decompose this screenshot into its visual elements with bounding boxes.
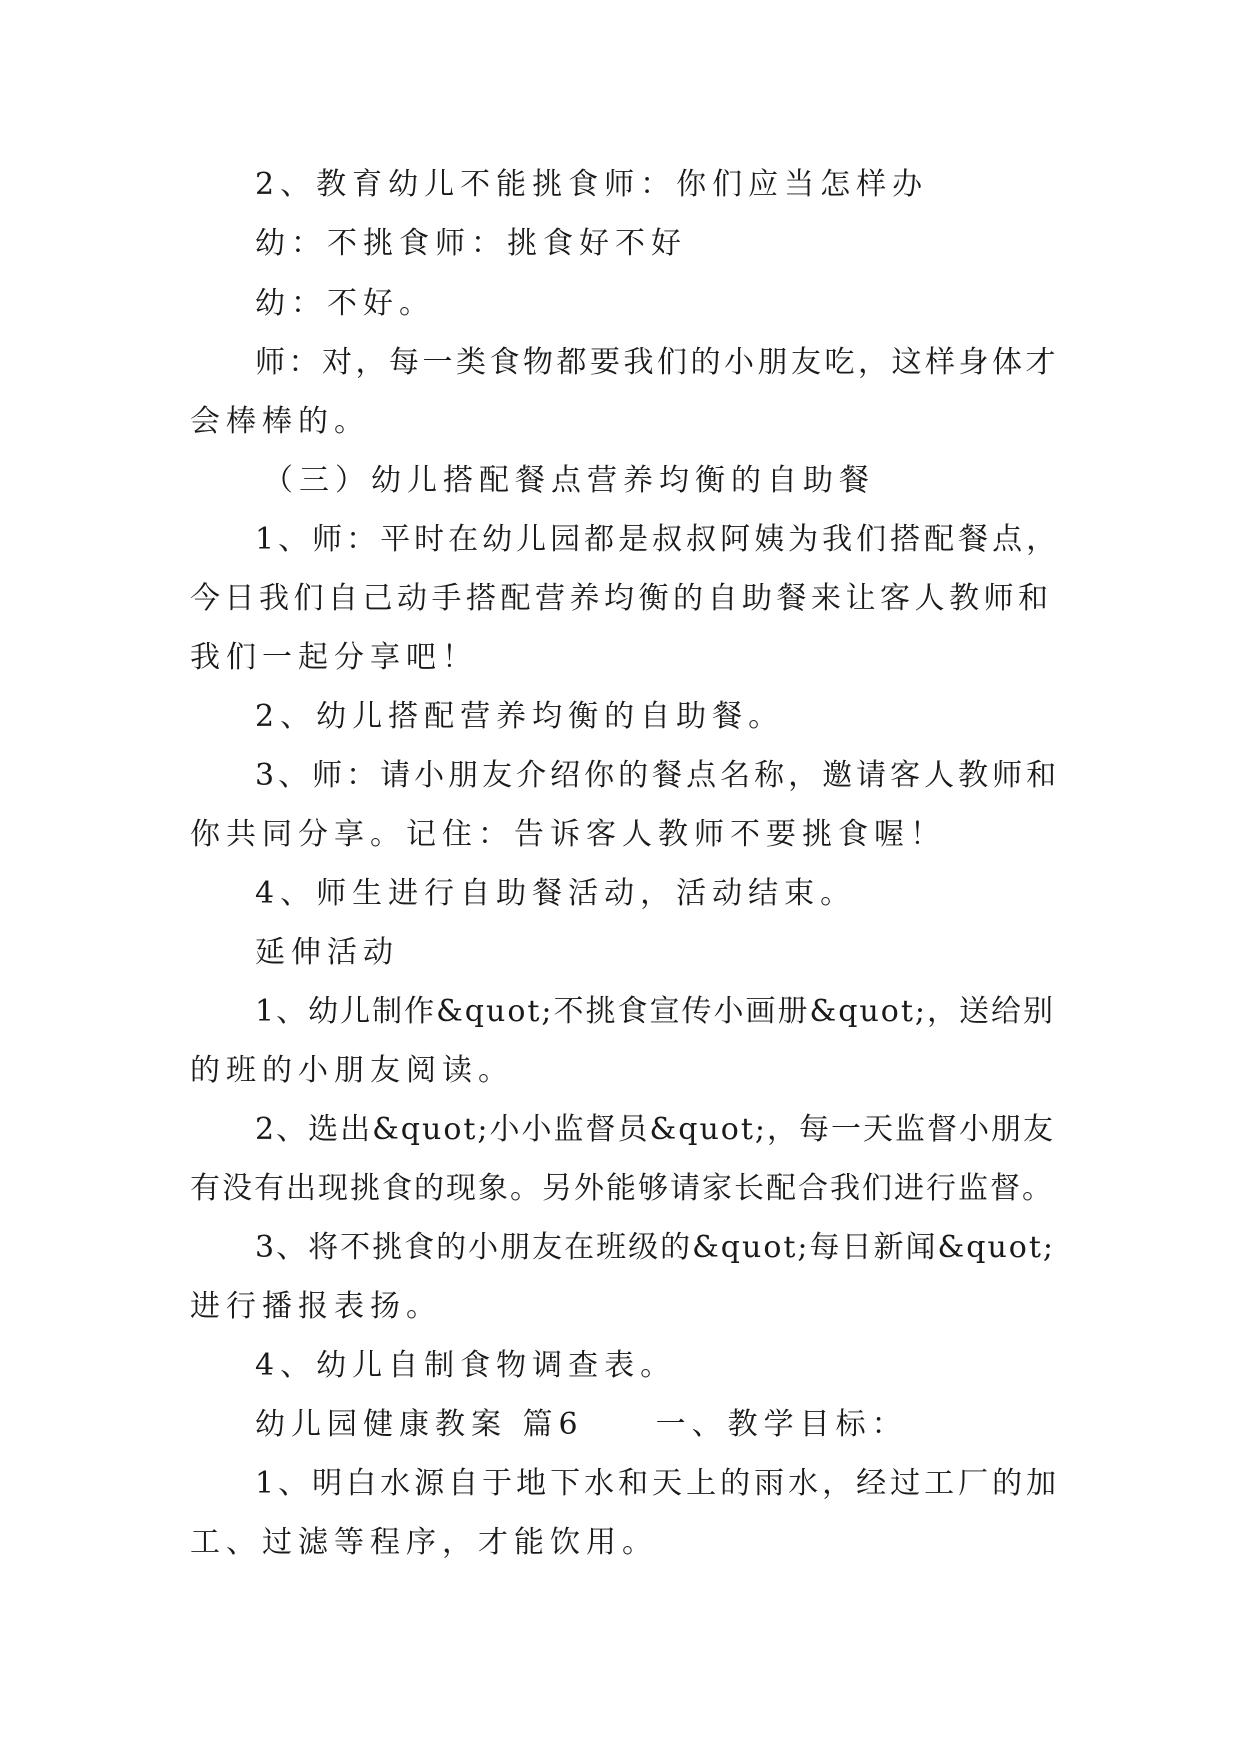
- paragraph-line: 工、过滤等程序，才能饮用。: [190, 1525, 658, 1560]
- paragraph-line: 2、教育幼儿不能挑食师：你们应当怎样办: [255, 167, 929, 202]
- paragraph-line: 1、明白水源自于地下水和天上的雨水，经过工厂的加: [255, 1466, 1061, 1501]
- section-heading: （三）幼儿搭配餐点营养均衡的自助餐: [263, 463, 875, 498]
- paragraph-line: 的班的小朋友阅读。: [190, 1053, 514, 1088]
- section-heading: 延伸活动: [255, 935, 399, 970]
- paragraph-line: 1、师：平时在幼儿园都是叔叔阿姨为我们搭配餐点，: [255, 522, 1061, 557]
- paragraph-line: 4、师生进行自助餐活动，活动结束。: [255, 876, 857, 911]
- paragraph-line: 今日我们自己动手搭配营养均衡的自助餐来让客人教师和: [190, 581, 1053, 616]
- paragraph-line: 有没有出现挑食的现象。另外能够请家长配合我们进行监督。: [190, 1171, 1054, 1206]
- paragraph-line: 1、幼儿制作&quot;不挑食宣传小画册&quot;，送给别: [255, 994, 1055, 1029]
- paragraph-line: 3、师：请小朋友介绍你的餐点名称，邀请客人教师和: [255, 758, 1061, 793]
- paragraph-line: 2、幼儿搭配营养均衡的自助餐。: [255, 699, 785, 734]
- section-heading: 幼儿园健康教案 篇6 一、教学目标：: [255, 1407, 908, 1442]
- paragraph-line: 师：对，每一类食物都要我们的小朋友吃，这样身体才: [255, 345, 1059, 380]
- paragraph-line: 4、幼儿自制食物调查表。: [255, 1348, 677, 1383]
- paragraph-line: 我们一起分享吧！: [190, 640, 478, 675]
- paragraph-line: 进行播报表扬。: [190, 1289, 442, 1324]
- paragraph-line: 幼：不挑食师：挑食好不好: [255, 226, 687, 261]
- paragraph-line: 你共同分享。记住：告诉客人教师不要挑食喔！: [190, 817, 946, 852]
- paragraph-line: 会棒棒的。: [190, 404, 370, 439]
- paragraph-line: 幼：不好。: [255, 286, 435, 321]
- paragraph-line: 2、选出&quot;小小监督员&quot;，每一天监督小朋友: [255, 1112, 1055, 1147]
- paragraph-line: 3、将不挑食的小朋友在班级的&quot;每日新闻&quot;: [255, 1230, 1055, 1265]
